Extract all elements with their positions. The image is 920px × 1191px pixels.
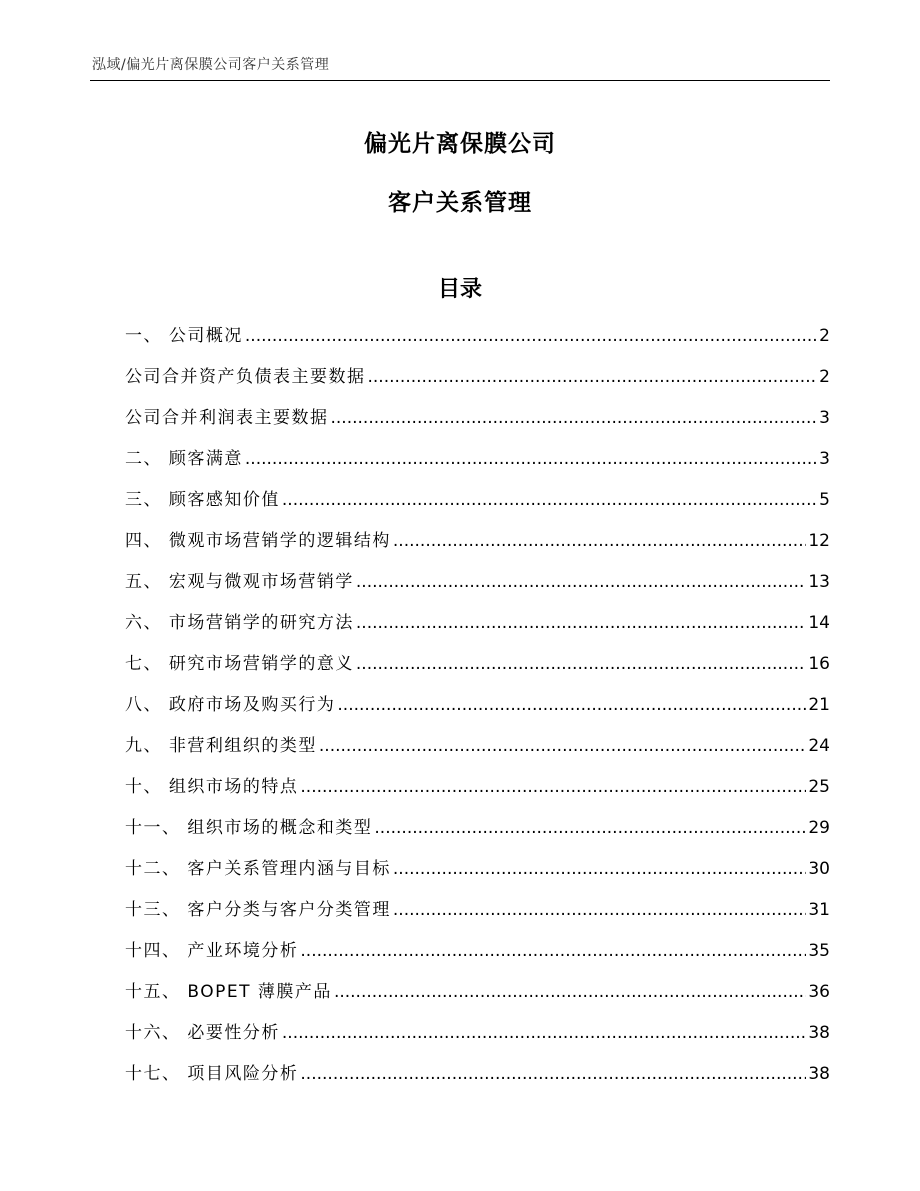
toc-entry-label: 十四、 产业环境分析 (125, 941, 299, 961)
toc-entry-label: 六、 市场营销学的研究方法 (125, 613, 354, 633)
toc-entry[interactable] (125, 691, 830, 732)
toc-dot-leader (337, 691, 806, 719)
toc-entry[interactable] (125, 650, 830, 691)
document-subtitle: 客户关系管理 (388, 190, 532, 216)
toc-entry-page: 29 (808, 818, 830, 838)
toc-entry-label: 九、 非营利组织的类型 (125, 736, 317, 756)
toc-dot-leader (334, 978, 806, 1006)
toc-entry[interactable] (125, 527, 830, 568)
toc-dot-leader (300, 937, 806, 965)
toc-entry-page: 38 (808, 1023, 830, 1043)
toc-entry-page: 13 (808, 572, 830, 592)
toc-entry[interactable] (125, 1060, 830, 1101)
toc-entry-page: 38 (808, 1064, 830, 1084)
toc-dot-leader (282, 486, 817, 514)
toc-entry-page: 14 (808, 613, 830, 633)
toc-entry[interactable] (125, 855, 830, 896)
toc-entry[interactable] (125, 404, 830, 445)
toc-entry-label: 公司合并利润表主要数据 (125, 408, 329, 428)
toc-entry[interactable] (125, 978, 830, 1019)
toc-dot-leader (300, 1060, 806, 1088)
header-divider (90, 80, 830, 81)
toc-entry-page: 3 (819, 449, 830, 469)
toc-entry-label: 十三、 客户分类与客户分类管理 (125, 900, 391, 920)
table-of-contents (125, 322, 830, 1101)
toc-entry[interactable] (125, 814, 830, 855)
toc-entry-label: 一、 公司概况 (125, 326, 243, 346)
toc-dot-leader (356, 568, 806, 596)
toc-entry-label: 二、 顾客满意 (125, 449, 243, 469)
toc-heading: 目录 (437, 277, 482, 302)
toc-entry-page: 2 (819, 326, 830, 346)
toc-entry[interactable] (125, 773, 830, 814)
toc-entry-page: 5 (819, 490, 830, 510)
toc-dot-leader (374, 814, 806, 842)
toc-entry-page: 35 (808, 941, 830, 961)
toc-entry[interactable] (125, 486, 830, 527)
toc-entry[interactable] (125, 609, 830, 650)
toc-entry[interactable] (125, 896, 830, 937)
toc-dot-leader (300, 773, 806, 801)
toc-dot-leader (368, 363, 818, 391)
toc-entry-page: 2 (819, 367, 830, 387)
toc-entry[interactable] (125, 732, 830, 773)
toc-entry[interactable] (125, 445, 830, 486)
toc-entry-page: 12 (808, 531, 830, 551)
toc-entry-label: 十二、 客户关系管理内涵与目标 (125, 859, 391, 879)
toc-entry-page: 21 (808, 695, 830, 715)
toc-entry-label: 公司合并资产负债表主要数据 (125, 367, 366, 387)
toc-entry-page: 24 (808, 736, 830, 756)
toc-dot-leader (356, 609, 806, 637)
toc-entry-label: 三、 顾客感知价值 (125, 490, 280, 510)
running-header: 泓域/偏光片离保膜公司客户关系管理 (92, 57, 330, 73)
toc-entry-label: 十一、 组织市场的概念和类型 (125, 818, 373, 838)
toc-entry-label: 五、 宏观与微观市场营销学 (125, 572, 354, 592)
toc-entry-page: 31 (808, 900, 830, 920)
toc-dot-leader (393, 855, 806, 883)
toc-entry-page: 16 (808, 654, 830, 674)
toc-entry-page: 25 (808, 777, 830, 797)
toc-entry-label: 十、 组织市场的特点 (125, 777, 299, 797)
toc-dot-leader (393, 896, 806, 924)
toc-entry-label: 十六、 必要性分析 (125, 1023, 280, 1043)
toc-entry[interactable] (125, 1019, 830, 1060)
toc-entry-page: 3 (819, 408, 830, 428)
toc-dot-leader (245, 445, 817, 473)
toc-entry-page: 30 (808, 859, 830, 879)
toc-dot-leader (331, 404, 818, 432)
toc-entry[interactable] (125, 568, 830, 609)
toc-dot-leader (319, 732, 806, 760)
toc-entry-label: 八、 政府市场及购买行为 (125, 695, 336, 715)
toc-dot-leader (356, 650, 806, 678)
toc-dot-leader (245, 322, 817, 350)
toc-entry-label: 十七、 项目风险分析 (125, 1064, 299, 1084)
toc-dot-leader (393, 527, 806, 555)
toc-entry-label: 四、 微观市场营销学的逻辑结构 (125, 531, 391, 551)
toc-entry-label: 七、 研究市场营销学的意义 (125, 654, 354, 674)
document-title: 偏光片离保膜公司 (364, 131, 556, 157)
toc-entry[interactable] (125, 363, 830, 404)
toc-entry-page: 36 (808, 982, 830, 1002)
toc-dot-leader (282, 1019, 806, 1047)
toc-entry[interactable] (125, 937, 830, 978)
toc-entry-label: 十五、 BOPET 薄膜产品 (125, 982, 332, 1002)
toc-entry[interactable] (125, 322, 830, 363)
